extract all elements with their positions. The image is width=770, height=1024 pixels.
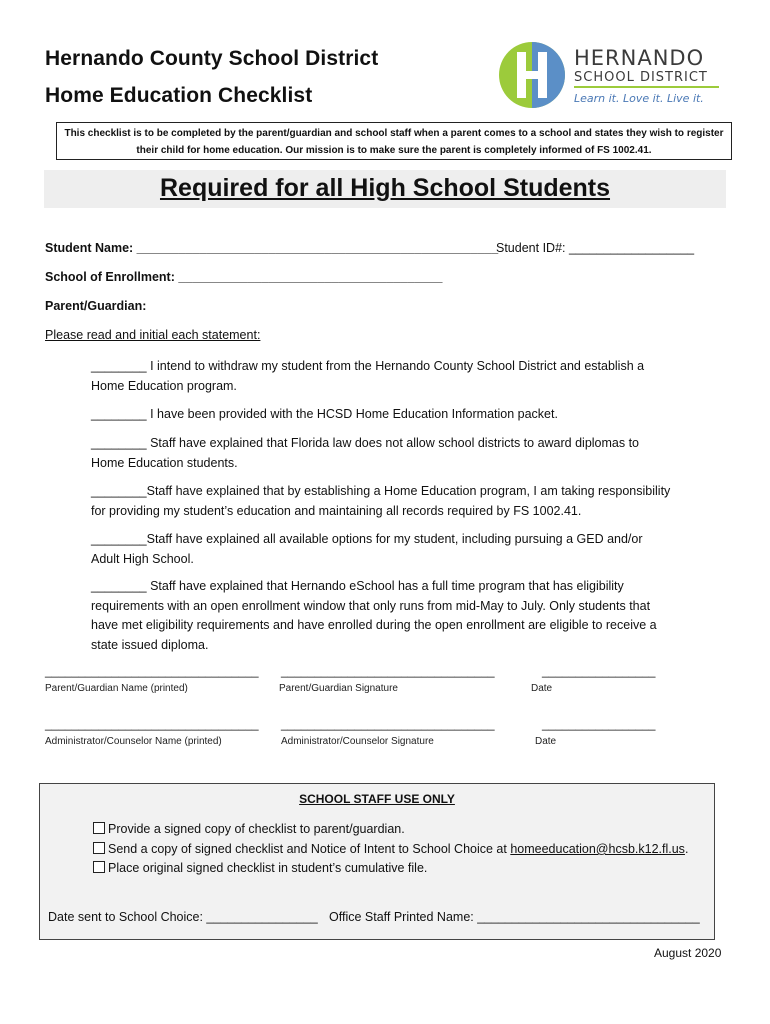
statement-3-line-2: Home Education students. (91, 455, 238, 470)
admin-signature-line[interactable]: ________________________________ (281, 717, 495, 731)
staff-item-2-end: . (684, 842, 689, 856)
statement-4 (91, 482, 671, 521)
statement-6-line-4: state issued diploma. (91, 637, 209, 652)
statement-1-line-1: ________ I intend to withdraw my student from the Hernando County School District and establish a (91, 359, 645, 373)
statement-3 (91, 434, 671, 473)
statement-3-line-1: ________ Staff have explained that Florida law does not allow school districts to award diplomas to (91, 436, 640, 450)
student-name-field[interactable]: Student Name: ____________________________________________________ (45, 241, 499, 255)
staff-item-3 (93, 861, 427, 875)
logo-word-school-district: SCHOOL DISTRICT (574, 70, 708, 85)
staff-item-2-text: Send a copy of signed checklist and Notice of Intent to School Choice at (108, 842, 511, 856)
staff-heading: SCHOOL STAFF USE ONLY (299, 792, 455, 806)
parent-date-line[interactable]: _________________ (542, 664, 656, 678)
staff-item-3-text: Place original signed checklist in student’s cumulative file. (108, 861, 428, 875)
staff-item-1 (93, 822, 405, 836)
statement-5-line-1: ________Staff have explained all available options for my student, including pursuing a GED and/or (91, 532, 643, 546)
date-sent-field[interactable]: Date sent to School Choice: ________________ (48, 910, 318, 924)
admin-date-line[interactable]: _________________ (542, 717, 656, 731)
email-link[interactable]: homeeducation@hcsb.k12.fl.us (510, 842, 685, 856)
logo-h-icon (497, 40, 567, 110)
section-banner (44, 170, 726, 208)
logo-tagline: Learn it. Love it. Live it. (574, 92, 704, 105)
admin-date-label: Date (535, 736, 557, 747)
statement-6-line-2: requirements with an open enrollment window that only runs from mid-May to July. Only students that (91, 598, 651, 613)
parent-guardian-label: Parent/Guardian: (45, 299, 147, 313)
statement-2-line-1: ________ I have been provided with the HCSD Home Education Information packet. (91, 407, 558, 421)
statement-5-line-2: Adult High School. (91, 551, 194, 566)
parent-date-label: Date (531, 683, 553, 694)
checkbox-1[interactable] (93, 822, 105, 834)
logo-divider (574, 86, 719, 88)
statement-6-line-3: have met eligibility requirements and have enrolled during the open enrollment are eligible to receive a (91, 618, 657, 632)
parent-signature-label: Parent/Guardian Signature (279, 683, 398, 694)
admin-name-label: Administrator/Counselor Name (printed) (45, 736, 222, 747)
statement-4-line-1: ________Staff have explained that by establishing a Home Education program, I am taking responsibility (91, 484, 671, 498)
staff-item-2 (93, 842, 688, 856)
statement-6-line-1: ________ Staff have explained that Hernando eSchool has a full time program that has eligibility (91, 579, 624, 593)
checkbox-3[interactable] (93, 861, 105, 873)
parent-name-label: Parent/Guardian Name (printed) (45, 683, 188, 694)
staff-item-1-text: Provide a signed copy of checklist to parent/guardian. (108, 822, 405, 836)
section-heading: Required for all High School Students (159, 174, 611, 202)
logo-word-hernando: HERNANDO (574, 46, 705, 70)
instruction-notice (56, 122, 732, 160)
statement-2 (91, 405, 671, 425)
statement-1-line-2: Home Education program. (91, 378, 237, 393)
statement-6 (91, 577, 671, 655)
statement-1 (91, 357, 671, 396)
footer-date: August 2020 (654, 946, 722, 960)
notice-line-1: This checklist is to be completed by the parent/guardian and school staff when a parent comes to a school and states they wish to register (64, 128, 724, 139)
school-enrollment-field[interactable]: School of Enrollment: ______________________________________ (45, 270, 443, 284)
admin-name-line[interactable]: ________________________________ (45, 717, 259, 731)
page-title-line1: Hernando County School District (45, 47, 379, 70)
office-staff-field[interactable]: Office Staff Printed Name: ________________________________ (329, 910, 700, 924)
staff-use-box (39, 783, 715, 940)
checkbox-2[interactable] (93, 842, 105, 854)
parent-name-line[interactable]: ________________________________ (45, 664, 259, 678)
district-logo (497, 40, 727, 112)
admin-signature-label: Administrator/Counselor Signature (281, 736, 434, 747)
page-title-line2: Home Education Checklist (45, 84, 313, 107)
notice-line-2: their child for home education. Our mission is to make sure the parent is completely informed of FS 1002.41. (136, 145, 652, 156)
parent-signature-line[interactable]: ________________________________ (281, 664, 495, 678)
student-id-field[interactable]: Student ID#: __________________ (496, 241, 695, 255)
instructions: Please read and initial each statement: (45, 328, 261, 342)
statement-4-line-2: for providing my student’s education and maintaining all records required by FS 1002.41. (91, 503, 582, 518)
statement-5 (91, 530, 671, 569)
